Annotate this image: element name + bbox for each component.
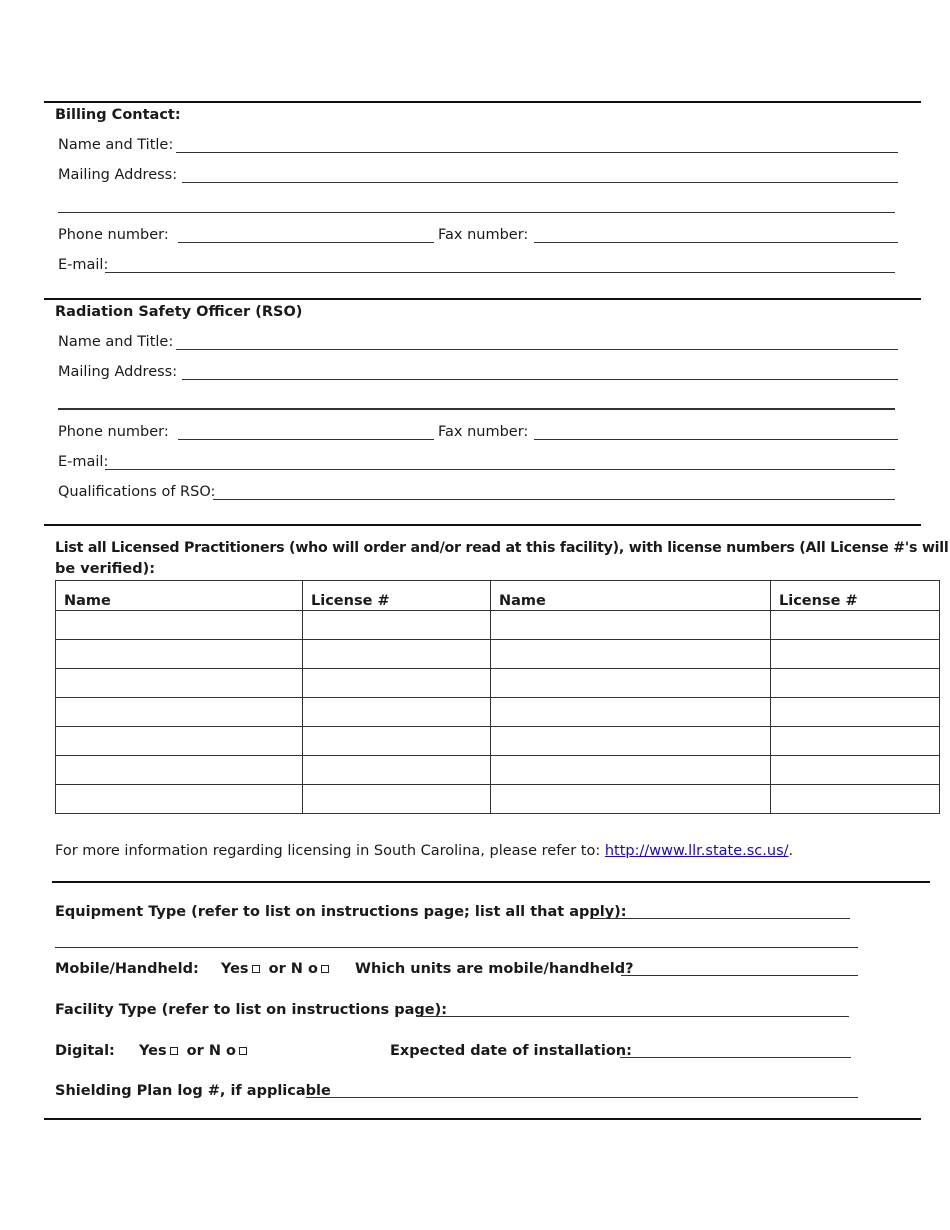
name-cell[interactable] bbox=[491, 669, 771, 698]
digital-yes-checkbox[interactable] bbox=[170, 1047, 178, 1055]
rso-email-field[interactable] bbox=[105, 469, 895, 470]
license-cell[interactable] bbox=[303, 611, 491, 640]
name-cell[interactable] bbox=[491, 756, 771, 785]
rso-fax-field[interactable] bbox=[534, 439, 898, 440]
llr-link[interactable]: http://www.llr.state.sc.us/ bbox=[604, 843, 789, 859]
practitioners-table bbox=[55, 580, 940, 814]
which-units-field[interactable] bbox=[621, 975, 858, 976]
equipment-type-field[interactable] bbox=[590, 918, 850, 919]
info-text bbox=[55, 842, 793, 860]
shielding-label: Shielding Plan log #, if applicable bbox=[55, 1083, 331, 1099]
rso-phone-label: Phone number: bbox=[58, 424, 169, 440]
license-cell[interactable] bbox=[771, 727, 940, 756]
rso-qualifications-label: Qualifications of RSO: bbox=[58, 484, 216, 500]
license-cell[interactable] bbox=[303, 669, 491, 698]
digital-yes-label: Yes bbox=[138, 1043, 167, 1059]
table-row bbox=[56, 727, 940, 756]
mobile-yes-checkbox[interactable] bbox=[252, 965, 260, 973]
shielding-field[interactable] bbox=[306, 1097, 858, 1098]
digital-or-label: or bbox=[186, 1043, 204, 1059]
equipment-type-label: Equipment Type (refer to list on instructions page; list all that apply): bbox=[55, 904, 627, 920]
license-cell[interactable] bbox=[303, 640, 491, 669]
mobile-row bbox=[55, 960, 333, 978]
mobile-no-label: N o bbox=[290, 961, 318, 977]
billing-phone-field[interactable] bbox=[178, 242, 434, 243]
table-row bbox=[56, 669, 940, 698]
license-cell[interactable] bbox=[771, 669, 940, 698]
table-row bbox=[56, 611, 940, 640]
rso-email-label: E-mail: bbox=[58, 454, 109, 470]
mobile-label: Mobile/Handheld: bbox=[55, 961, 199, 977]
section-divider bbox=[44, 298, 921, 300]
license-cell[interactable] bbox=[303, 756, 491, 785]
name-cell[interactable] bbox=[56, 756, 303, 785]
table-row bbox=[56, 698, 940, 727]
name-cell[interactable] bbox=[56, 785, 303, 814]
name-cell[interactable] bbox=[491, 640, 771, 669]
digital-no-label: N o bbox=[208, 1043, 237, 1059]
name-cell[interactable] bbox=[491, 611, 771, 640]
name-cell[interactable] bbox=[491, 698, 771, 727]
rso-name-field[interactable] bbox=[176, 349, 898, 350]
section-divider bbox=[52, 881, 930, 883]
license-cell[interactable] bbox=[771, 698, 940, 727]
digital-label: Digital: bbox=[55, 1043, 115, 1059]
rso-address-field-2[interactable] bbox=[58, 408, 895, 410]
billing-email-field[interactable] bbox=[105, 272, 895, 273]
install-date-label: Expected date of installation: bbox=[390, 1043, 632, 1059]
mobile-yes-label: Yes bbox=[220, 961, 249, 977]
section-divider bbox=[44, 524, 921, 526]
mobile-or-label: or bbox=[268, 961, 286, 977]
billing-address-field[interactable] bbox=[182, 182, 898, 183]
name-cell[interactable] bbox=[56, 727, 303, 756]
section-divider bbox=[44, 1118, 921, 1120]
table-row bbox=[56, 640, 940, 669]
table-row bbox=[56, 785, 940, 814]
which-units-label: Which units are mobile/handheld? bbox=[355, 961, 634, 977]
license-cell[interactable] bbox=[303, 785, 491, 814]
rso-address-field[interactable] bbox=[182, 379, 898, 380]
billing-email-label: E-mail: bbox=[58, 257, 109, 273]
section-divider bbox=[44, 101, 921, 103]
billing-address-field-2[interactable] bbox=[58, 212, 895, 213]
license-cell[interactable] bbox=[771, 640, 940, 669]
billing-name-label: Name and Title: bbox=[58, 137, 174, 153]
license-cell[interactable] bbox=[771, 611, 940, 640]
digital-no-checkbox[interactable] bbox=[239, 1047, 247, 1055]
column-header-name-2: Name bbox=[491, 581, 771, 611]
license-cell[interactable] bbox=[303, 698, 491, 727]
table-row bbox=[56, 756, 940, 785]
mobile-no-checkbox[interactable] bbox=[321, 965, 329, 973]
equipment-type-field-2[interactable] bbox=[55, 947, 858, 948]
rso-name-label: Name and Title: bbox=[58, 334, 174, 350]
rso-address-label: Mailing Address: bbox=[58, 364, 178, 380]
practitioners-heading-cont: be verified): bbox=[55, 561, 156, 577]
billing-fax-field[interactable] bbox=[534, 242, 898, 243]
facility-type-field[interactable] bbox=[421, 1016, 849, 1017]
rso-heading: Radiation Safety Officer (RSO) bbox=[55, 304, 303, 320]
column-header-name: Name bbox=[56, 581, 303, 611]
license-cell[interactable] bbox=[771, 756, 940, 785]
table-header-row bbox=[56, 581, 940, 611]
billing-name-field[interactable] bbox=[176, 152, 898, 153]
name-cell[interactable] bbox=[491, 727, 771, 756]
billing-address-label: Mailing Address: bbox=[58, 167, 178, 183]
column-header-license: License # bbox=[303, 581, 491, 611]
billing-phone-label: Phone number: bbox=[58, 227, 169, 243]
billing-heading: Billing Contact: bbox=[55, 107, 181, 123]
column-header-license-2: License # bbox=[771, 581, 940, 611]
rso-fax-label: Fax number: bbox=[438, 424, 529, 440]
practitioners-heading: List all Licensed Practitioners (who will order and/or read at this facility), with license numbers (All License #'s will bbox=[55, 540, 949, 556]
info-text-suffix: . bbox=[788, 843, 794, 859]
name-cell[interactable] bbox=[491, 785, 771, 814]
billing-fax-label: Fax number: bbox=[438, 227, 529, 243]
name-cell[interactable] bbox=[56, 640, 303, 669]
info-text-body: For more information regarding licensing in South Carolina, please refer to: bbox=[55, 843, 605, 859]
install-date-field[interactable] bbox=[620, 1057, 851, 1058]
license-cell[interactable] bbox=[303, 727, 491, 756]
rso-phone-field[interactable] bbox=[178, 439, 434, 440]
facility-type-label: Facility Type (refer to list on instructions page): bbox=[55, 1002, 448, 1018]
name-cell[interactable] bbox=[56, 698, 303, 727]
digital-row bbox=[55, 1042, 251, 1060]
name-cell[interactable] bbox=[56, 669, 303, 698]
license-cell[interactable] bbox=[771, 785, 940, 814]
name-cell[interactable] bbox=[56, 611, 303, 640]
rso-qualifications-field[interactable] bbox=[213, 499, 895, 500]
